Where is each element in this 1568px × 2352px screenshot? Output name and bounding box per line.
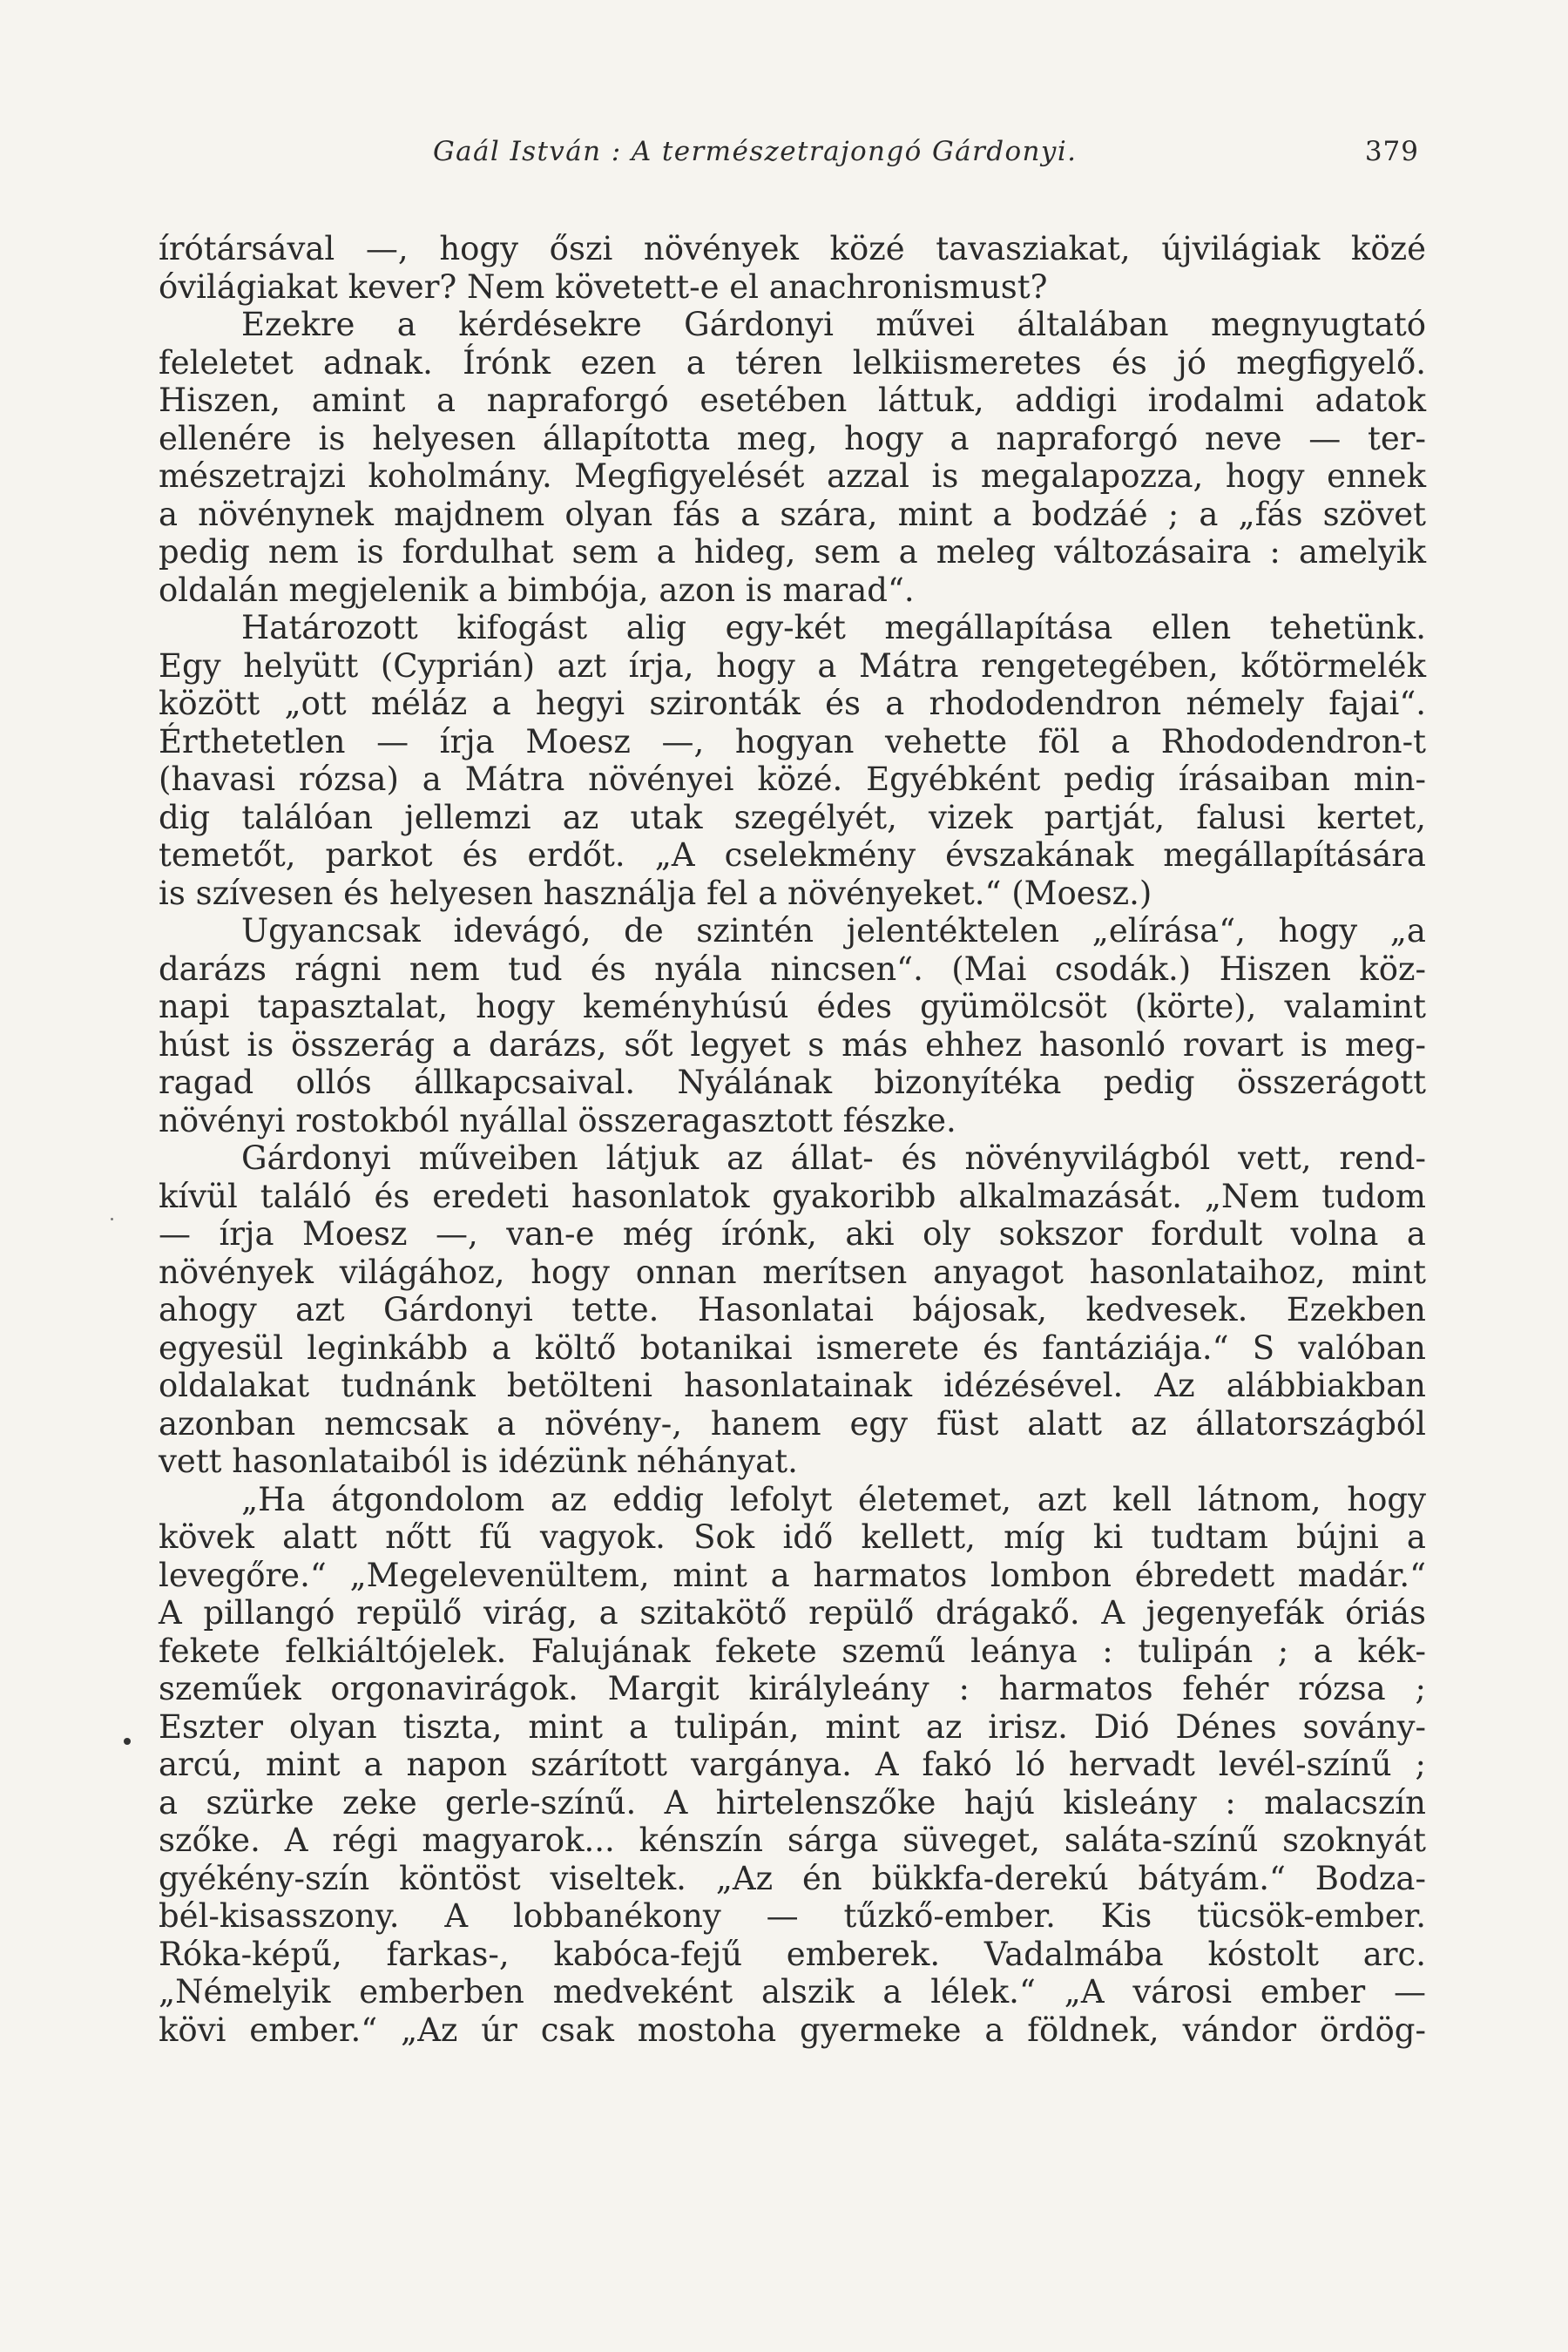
text-line: A pillangó repülő virág, a szitakötő repülő drágakő. A jegenyefák óriás <box>159 1594 1426 1632</box>
text-line: szeműek orgonavirágok. Margit királyleány : harmatos fehér rózsa ; <box>159 1670 1426 1707</box>
page-number: 379 <box>1364 136 1419 167</box>
text-line: feleletet adnak. Írónk ezen a téren lelkiismeretes és jó megfigyelő. <box>159 343 1426 382</box>
text-line: gyékény-szín köntöst viseltek. „Az én bükkfa-derekú bátyám.“ Bodza- <box>159 1859 1426 1897</box>
text-line: oldalán megjelenik a bimbója, azon is marad“. <box>159 571 915 609</box>
text-line: is szívesen és helyesen használja fel a növényeket.“ (Moesz.) <box>159 874 1152 912</box>
text-line: ragad ollós állkapcsaival. Nyálának bizonyítéka pedig összerágott <box>159 1064 1426 1101</box>
text-line: mészetrajzi koholmány. Megfigyelését azzal is megalapozza, hogy ennek <box>159 457 1426 495</box>
page-body <box>159 230 1426 2049</box>
text-line: ahogy azt Gárdonyi tette. Hasonlatai bájosak, kedvesek. Ezekben <box>159 1291 1426 1328</box>
text-line: (havasi rózsa) a Mátra növényei közé. Egyébként pedig írásaiban min- <box>159 760 1426 798</box>
text-line: között „ott méláz a hegyi szironták és a rhododendron némely fajai“. <box>159 685 1426 722</box>
text-line: óvilágiakat kever? Nem követett-e el anachronismust? <box>159 267 1048 306</box>
text-line: Ezekre a kérdésekre Gárdonyi művei általában megnyugtató <box>241 306 1426 343</box>
text-line: Gárdonyi műveiben látjuk az állat- és növényvilágból vett, rend- <box>241 1139 1426 1177</box>
text-line: növények világához, hogy onnan merítsen anyagot hasonlataihoz, mint <box>159 1253 1426 1291</box>
text-line: levegőre.“ „Megelevenültem, mint a harmatos lombon ébredett madár.“ <box>159 1556 1426 1594</box>
text-line: a növénynek majdnem olyan fás a szára, mint a bodzáé ; a „fás szövet <box>159 495 1426 533</box>
text-line: arcú, mint a napon szárított vargánya. A fakó ló hervadt levél-színű ; <box>159 1746 1426 1783</box>
text-line: Hiszen, amint a napraforgó esetében láttuk, addigi irodalmi adatok <box>159 382 1426 419</box>
text-line: darázs rágni nem tud és nyála nincsen“. (Mai csodák.) Hiszen köz- <box>159 950 1426 988</box>
text-line: Eszter olyan tiszta, mint a tulipán, mint az irisz. Dió Dénes sovány- <box>159 1707 1426 1746</box>
text-line: vett hasonlataiból is idézünk néhányat. <box>159 1443 798 1480</box>
text-line: napi tapasztalat, hogy keményhúsú édes gyümölcsöt (körte), valamint <box>159 988 1426 1025</box>
page-header <box>159 131 1426 183</box>
text-line: temetőt, parkot és erdőt. „A cselekmény évszakának megállapítására <box>159 836 1426 874</box>
text-line: növényi rostokból nyállal összeragasztott fészke. <box>159 1101 956 1139</box>
text-line: fekete felkiáltójelek. Falujának fekete szemű leánya : tulipán ; a kék- <box>159 1632 1426 1670</box>
text-line: kövi ember.“ „Az úr csak mostoha gyermeke a földnek, vándor ördög- <box>159 2011 1426 2049</box>
text-line: Róka-képű, farkas-, kabóca-fejű emberek. Vadalmába kóstolt arc. <box>159 1935 1426 1973</box>
text-line: „Némelyik emberben medveként alszik a lélek.“ „A városi ember — <box>159 1973 1426 2011</box>
text-line: szőke. A régi magyarok... kénszín sárga süveget, saláta-színű szoknyát <box>159 1821 1426 1859</box>
text-line: azonban nemcsak a növény-, hanem egy füst alatt az állatországból <box>159 1404 1426 1443</box>
text-line: a szürke zeke gerle-színű. A hirtelenszőke hajú kisleány : malacszín <box>159 1783 1426 1821</box>
text-line: egyesül leginkább a költő botanikai ismerete és fantáziája.“ S valóban <box>159 1328 1426 1367</box>
text-line: Érthetetlen — írja Moesz —, hogyan vehette föl a Rhododendron-t <box>159 722 1426 760</box>
text-line: „Ha átgondolom az eddig lefolyt életemet, azt kell látnom, hogy <box>241 1480 1426 1518</box>
margin-speck <box>111 1218 113 1220</box>
text-line: dig találóan jellemzi az utak szegélyét, vizek partját, falusi kertet, <box>159 798 1426 836</box>
text-line: Egy helyütt (Cyprián) azt írja, hogy a Mátra rengetegében, kőtörmelék <box>159 646 1426 685</box>
text-line: Határozott kifogást alig egy-két megállapítása ellen tehetünk. <box>241 609 1426 646</box>
running-head: Gaál István : A természetrajongó Gárdonyi. <box>433 136 1078 167</box>
book-page <box>159 131 1426 2049</box>
text-line: pedig nem is fordulhat sem a hideg, sem a meleg változásaira : amelyik <box>159 533 1426 571</box>
text-line: bél-kisasszony. A lobbanékony — tűzkő-ember. Kis tücsök-ember. <box>159 1897 1426 1935</box>
text-line: kövek alatt nőtt fű vagyok. Sok idő kellett, míg ki tudtam bújni a <box>159 1518 1426 1556</box>
text-line: — írja Moesz —, van-e még írónk, aki oly sokszor fordult volna a <box>159 1215 1426 1253</box>
text-line: írótársával —, hogy őszi növények közé tavasziakat, újvilágiak közé <box>159 230 1426 267</box>
margin-dot <box>124 1738 131 1745</box>
text-line: húst is összerág a darázs, sőt legyet s más ehhez hasonló rovart is meg- <box>159 1025 1426 1064</box>
text-line: ellenére is helyesen állapította meg, hogy a napraforgó neve — ter- <box>159 419 1426 457</box>
text-line: oldalakat tudnánk betölteni hasonlatainak idézésével. Az alábbiakban <box>159 1367 1426 1404</box>
text-line: Ugyancsak idevágó, de szintén jelentéktelen „elírása“, hogy „a <box>241 912 1426 950</box>
text-line: kívül találó és eredeti hasonlatok gyakoribb alkalmazását. „Nem tudom <box>159 1177 1426 1215</box>
